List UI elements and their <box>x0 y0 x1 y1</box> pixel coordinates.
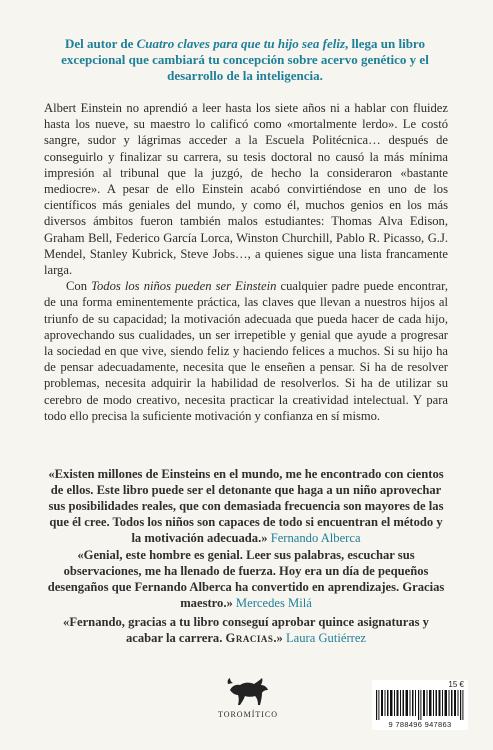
intro-book-title: Cuatro claves para que tu hijo sea feliz <box>136 36 346 51</box>
testimonial-1-author: Fernando Alberca <box>270 531 361 545</box>
testimonial-3 <box>46 614 446 646</box>
testimonial-2 <box>46 547 446 611</box>
publisher-logo <box>216 672 280 732</box>
intro-post: , llega un libro excepcional que cambiará tu concepción sobre acervo genético y el desarrollo de la inteligencia. <box>61 36 429 83</box>
testimonial-3-text: «Fernando, gracias a tu libro conseguí aprobar quince asignaturas y acabar la carrera. <box>63 615 429 645</box>
p2-pre: Con <box>66 279 92 294</box>
testimonial-2-text: «Genial, este hombre es genial. Leer sus palabras, escuchar sus observaciones, me ha llenado de fuerza. Hoy era un día de pequeños desengaños que Fernando Alberca ha convertido en aprendizajes. Gracias maestro.» <box>47 548 445 610</box>
publisher-name: TOROMÍTICO <box>217 710 279 719</box>
intro-blurb <box>60 36 430 84</box>
p2-post: cualquier padre puede encontrar, de una forma eminentemente práctica, las claves que llevan a nuestros hijos al triunfo de su capacidad; la motivación adecuada que pueda hacer de cada hijo, aprovechando sus cualidades, un ser irrepetible y genial que ayude a progresar la sociedad en que vive, siendo feliz y haciendo felices a muchos. Si su hijo ha de pensar adecuadamente, necesita que le enseñen a pensar. Si ha de resolver problemas, necesita adquirir la habilidad de resolverlos. Si ha de utilizar su cerebro de modo creativo, necesita practicar la creatividad intelectual. Y para todo ello precisa la suficiente motivación y confianza en sí mismo. <box>44 279 448 423</box>
testimonial-1 <box>46 466 446 546</box>
isbn-number: 9 788496 947863 <box>388 720 452 729</box>
testimonial-3-caps: Gracias <box>225 631 274 645</box>
synopsis <box>44 100 448 424</box>
bull-icon <box>226 672 270 708</box>
testimonial-1-text: «Existen millones de Einsteins en el mundo, me he encontrado con cientos de ellos. Este libro puede ser el detonante que haga a un niño aprovechar sus posibilidades reales, que con demasiada frecuencia son mayores de las que él cree. Todos los niños son capaces de todo si encuentran el método y la motivación adecuada.» <box>48 467 444 545</box>
intro-pre: Del autor de <box>65 36 137 51</box>
synopsis-paragraph-2 <box>44 278 448 424</box>
synopsis-paragraph-1: Albert Einstein no aprendió a leer hasta los siete años ni a hablar con fluidez hasta los nueve, su maestro lo calificó como «mortalmente lerdo». Le costó sangre, sudor y lágrimas acceder a la Escuela Politécnica… después de conseguirlo y finalizar su carrera, su tesis doctoral no causó la más mínima impresión al tribunal que la juzgó, de hecho la consideraron «bastante mediocre». A pesar de ello Einstein acabó convirtiéndose en uno de los científicos más geniales del mundo, y como él, muchos genios en los más diversos ámbitos fueron también malos estudiantes: Thomas Alva Edison, Graham Bell, Federico García Lorca, Winston Churchill, Pablo R. Picasso, G.J. Mendel, Stanley Kubrick, Steve Jobs…, a quienes sigue una lista francamente larga. <box>44 101 448 278</box>
testimonial-3-author: Laura Gutiérrez <box>285 631 367 645</box>
testimonial-3-text-end: .» <box>273 631 283 645</box>
price: 15 € <box>448 680 464 689</box>
barcode-icon <box>376 690 464 720</box>
testimonial-2-author: Mercedes Milá <box>235 596 312 610</box>
barcode-label <box>372 680 468 730</box>
p2-book-title: Todos los niños pueden ser Einstein <box>91 279 277 294</box>
